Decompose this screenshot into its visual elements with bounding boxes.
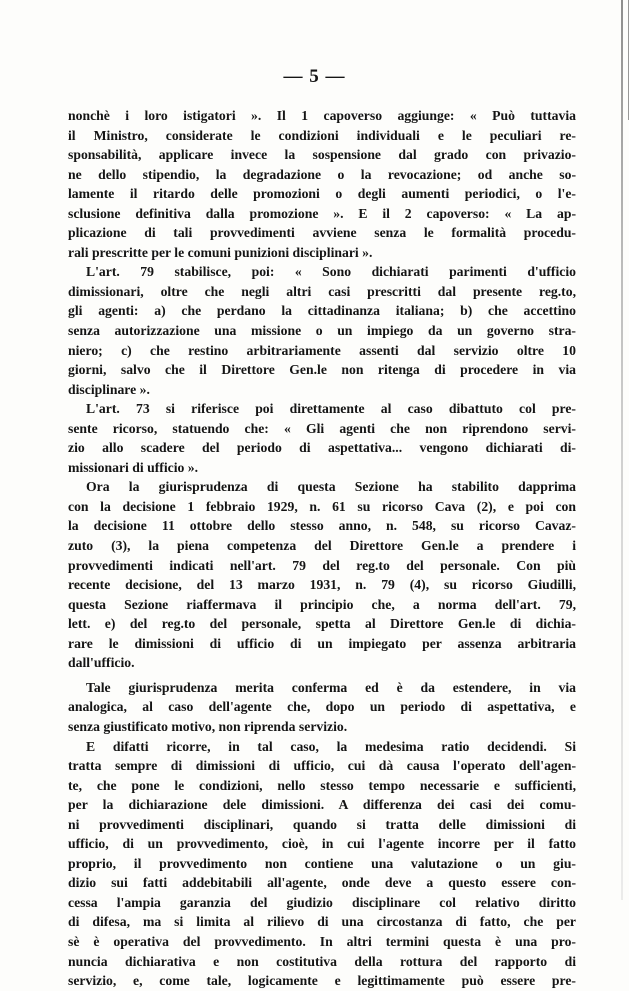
- text-line: rare le dimissioni di ufficio di un impiegato per assenza arbitraria: [68, 635, 576, 651]
- text-line: niero; c) che restino arbitrariamente assenti dal servizio oltre 10: [68, 342, 576, 358]
- text-line: analogica, al caso dell'agente che, dopo un periodo di aspettativa, e: [68, 699, 576, 715]
- text-line: per la dichiarazione dele dimissioni. A differenza dei casi dei comu-: [68, 797, 576, 813]
- page-edge-shadow: [621, 0, 623, 900]
- text-line: senza giustificato motivo, non riprenda servizio.: [68, 718, 348, 734]
- text-line: gli agenti: a) che perdano la cittadinanza italiana; b) che accettino: [68, 303, 576, 319]
- text-line: ufficio, di un provvedimento, cioè, in cui l'agente incorre per il fatto: [68, 836, 576, 852]
- text-line: te, che pone le condizioni, nello stesso tempo necessarie e sufficienti,: [68, 777, 576, 793]
- text-line: provvedimenti indicati nell'art. 79 del reg.to del personale. Con più: [68, 557, 576, 573]
- text-line: E difatti ricorre, in tal caso, la medesima ratio decidendi. Si: [86, 738, 576, 754]
- text-line: L'art. 79 stabilisce, poi: « Sono dichiarati parimenti d'ufficio: [86, 264, 576, 280]
- text-line: missionari di ufficio ».: [68, 459, 199, 475]
- text-line: con la decisione 1 febbraio 1929, n. 61 su ricorso Cava (2), e poi con: [68, 498, 576, 514]
- text-line: tratta sempre di dimissioni di ufficio, cui dà causa l'operato dell'agen-: [68, 758, 576, 774]
- text-line: dimissionari, oltre che negli altri casi prescritti dal presente reg.to,: [68, 283, 576, 299]
- text-line: lamente il ritardo delle promozioni o degli aumenti periodici, o l'e-: [68, 186, 576, 202]
- page-number: — 5 —: [283, 66, 346, 87]
- text-line: servizio, e, come tale, logicamente e legittimamente può essere pre-: [68, 973, 576, 989]
- text-line: recente decisione, del 13 marzo 1931, n. 79 (4), su ricorso Giudilli,: [68, 577, 576, 593]
- text-line: zio allo scadere del periodo di aspettativa... vengono dichiarati di-: [68, 440, 576, 456]
- text-line: questa Sezione riaffermava il principio che, a norma dell'art. 79,: [68, 596, 576, 612]
- text-line: sclusione definitiva dalla promozione ». E il 2 capoverso: « La ap-: [68, 205, 576, 221]
- text-line: ni provvedimenti disciplinari, quando si tratta delle dimissioni di: [68, 816, 576, 832]
- text-line: disciplinare ».: [68, 381, 150, 397]
- text-line: giorni, salvo che il Direttore Gen.le non ritenga di procedere in via: [68, 362, 576, 378]
- text-line: senza autorizzazione una missione o un impiego da un governo stra-: [68, 323, 576, 339]
- text-line: zuto (3), la piena competenza del Direttore Gen.le a prendere i: [68, 538, 576, 554]
- text-line: nonchè i loro istigatori ». Il 1 capoverso aggiunge: « Può tuttavia: [68, 108, 576, 123]
- text-line: L'art. 73 si riferisce poi direttamente al caso dibattuto col pre-: [86, 401, 576, 417]
- text-line: cessa l'ampia garanzia del giudizio disciplinare col relativo diritto: [68, 894, 576, 910]
- text-line: sè è operativa del provvedimento. In altri termini questa è una pro-: [68, 933, 576, 949]
- text-line: lett. e) del reg.to del personale, spetta al Direttore Gen.le di dichia-: [68, 616, 576, 632]
- text-line: proprio, il provvedimento non contiene una valutazione o un giu-: [68, 855, 576, 871]
- text-line: rali prescritte per le comuni punizioni disciplinari ».: [68, 244, 373, 260]
- text-line: sente ricorso, statuendo che: « Gli agenti che non riprendono servi-: [68, 420, 576, 436]
- text-line: Ora la giurisprudenza di questa Sezione ha stabilito dapprima: [86, 479, 576, 495]
- body-text: [68, 106, 576, 991]
- text-line: dall'ufficio.: [68, 655, 135, 671]
- text-line: dizio sui fatti addebitabili all'agente, onde deve a questo essere con-: [68, 875, 576, 891]
- text-line: Tale giurisprudenza merita conferma ed è da estendere, in via: [86, 679, 576, 695]
- text-line: la decisione 11 ottobre dello stesso anno, n. 548, su ricorso Cavaz-: [68, 518, 576, 534]
- text-line: plicazione di tali provvedimenti avviene senza le formalità procedu-: [68, 225, 576, 241]
- text-line: nuncia dichiarativa e non costitutiva della rottura del rapporto di: [68, 953, 576, 969]
- text-line: sponsabilità, applicare invece la sospensione dal grado con privazio-: [68, 147, 576, 163]
- text-line: il Ministro, considerate le condizioni individuali e le peculiari re-: [68, 127, 576, 143]
- text-line: di difesa, ma si limita al rilievo di una circostanza di fatto, che per: [68, 914, 576, 930]
- text-line: ne dello stipendio, la degradazione o la revocazione; od anche so-: [68, 166, 576, 182]
